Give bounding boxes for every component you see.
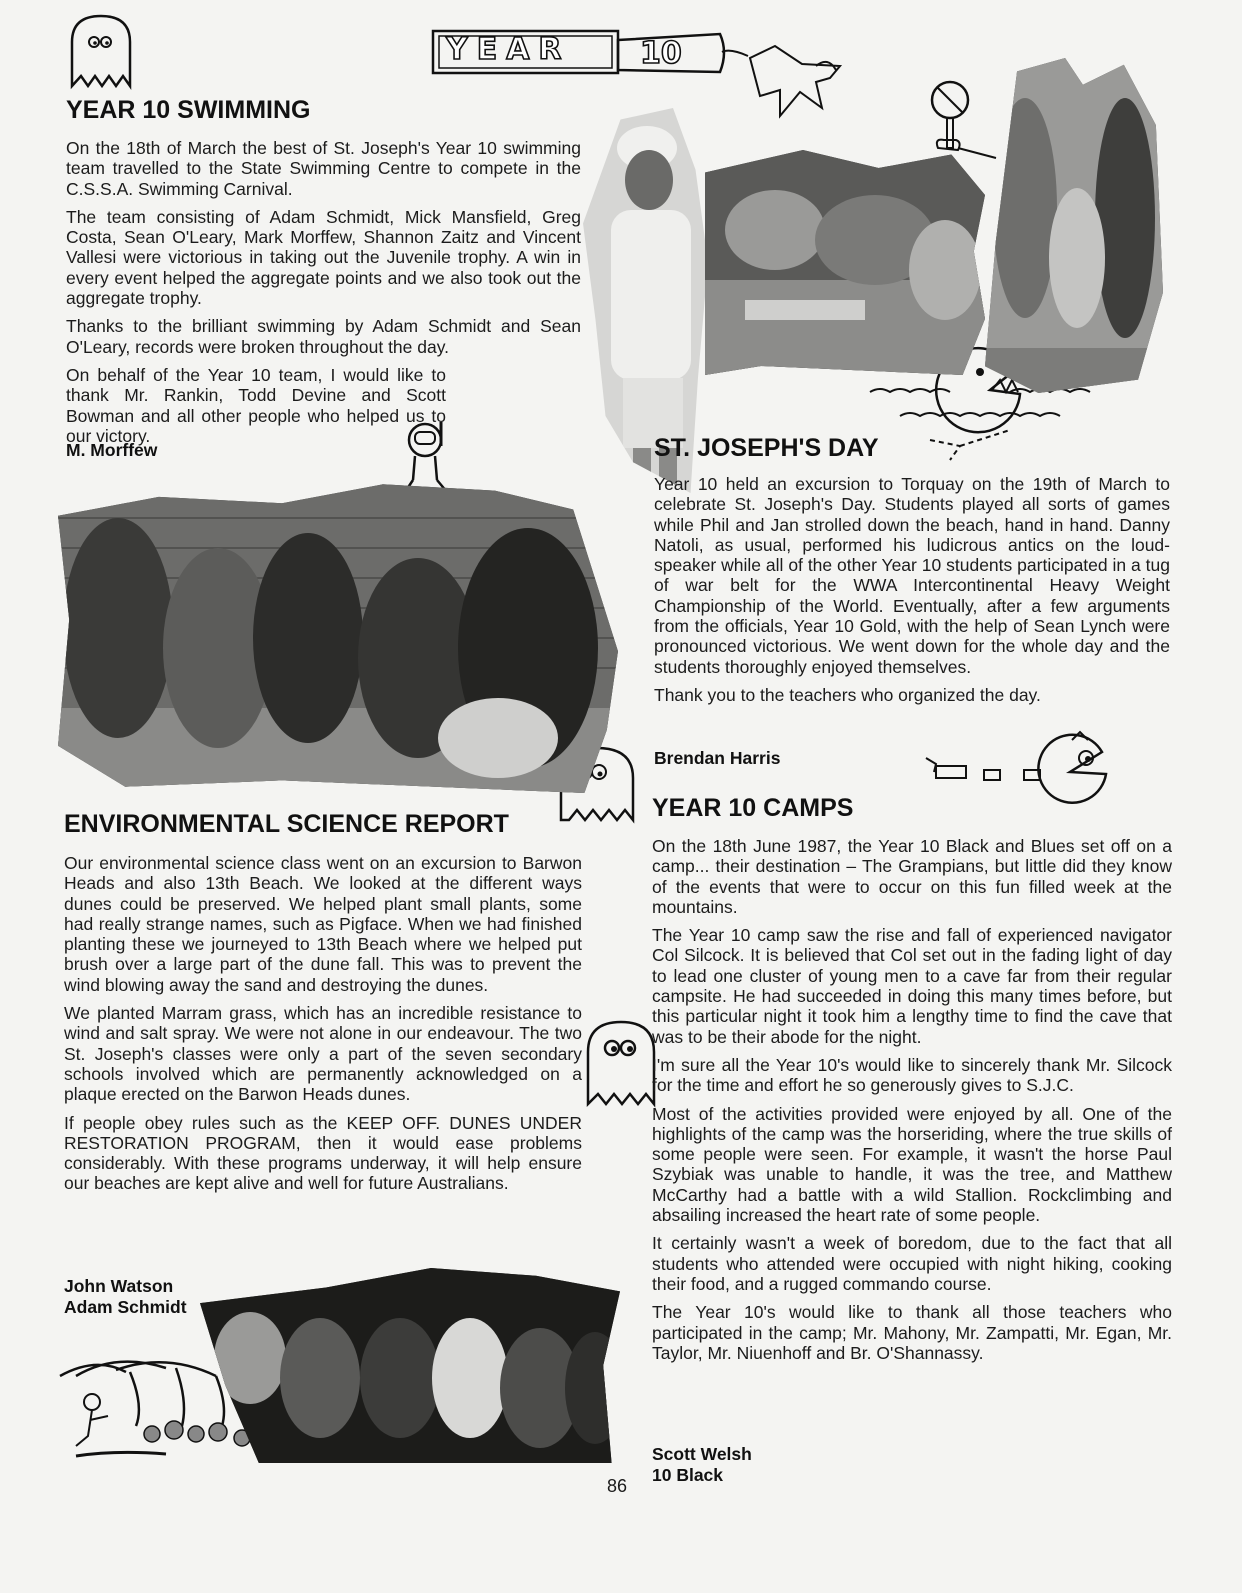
stjoseph-author: Brendan Harris [654, 748, 781, 768]
photo-beach-group-sitting [705, 150, 985, 375]
camps-paragraph: I'm sure all the Year 10's would like to sincerely thank Mr. Silcock for the time and effort he so generously gives to S.J.C. [652, 1054, 1172, 1096]
camps-paragraph: On the 18th June 1987, the Year 10 Black and Blues set off on a camp... their destination – The Grampians, but little did they know of the events that were to occur on this fun filled week at the mountains. [652, 836, 1172, 917]
envsci-author: Adam Schmidt [64, 1297, 187, 1317]
swimming-paragraph: On the 18th of March the best of St. Joseph's Year 10 swimming team travelled to the State Swimming Centre to compete in the C.S.S.A. Swimming Carnival. [66, 138, 581, 199]
banner-number: 10 [640, 36, 682, 71]
camps-title: YEAR 10 CAMPS [652, 794, 854, 822]
camps-paragraph: Most of the activities provided were enjoyed by all. One of the highlights of the camp was the horseriding, where the true skills of some people were seen. For example, it wasn't the horse Paul Szybiak was unable to handle, it was the tree, and Matthew McCarthy had a battle with a wild Stallion. Rockclimbing and absailing increased the heart rate of some people. [652, 1103, 1172, 1226]
stjoseph-paragraph: Thank you to the teachers who organized the day. [654, 684, 1041, 705]
camps-author: 10 Black [652, 1465, 724, 1485]
stjoseph-title: ST. JOSEPH'S DAY [654, 434, 879, 462]
camps-paragraph: It certainly wasn't a week of boredom, due to the fact that all students who attended were occupied with night hiking, cooking their food, and a rugged commando course. [652, 1233, 1172, 1294]
camps-author: Scott Welsh [652, 1444, 752, 1464]
swimming-paragraph: The team consisting of Adam Schmidt, Mick Mansfield, Greg Costa, Sean O'Leary, Mark Morffew, Shannon Zaitz and Vincent Vallesi were victorious in taking out the Juvenile trophy. A win in every event helped the aggregate points and we also took out the aggregate trophy. [66, 206, 581, 309]
camps-paragraph: The Year 10's would like to thank all those teachers who participated in the camp; Mr. Mahony, Mr. Zampatti, Mr. Egan, Mr. Taylor, Mr. Niuenhoff and Br. O'Shannassy. [652, 1302, 1172, 1363]
swimming-paragraph: Thanks to the brilliant swimming by Adam Schmidt and Sean O'Leary, records were broken throughout the day. [66, 316, 581, 357]
banner-word: YEAR [446, 32, 571, 67]
envsci-paragraph: Our environmental science class went on an excursion to Barwon Heads and also 13th Beach. We looked at the different ways dunes could be preserved. We helped plant small plants, some had really strange names, such as Pigface. When we had finished planting these we journeyed to 13th Beach where we helped put brush over a large part of the dune fall. This was to prevent the wind blowing away the sand and destroying the dunes. [64, 853, 582, 995]
photo-students-night-camp [200, 1268, 620, 1463]
envsci-body [64, 853, 582, 1202]
swimming-author: M. Morffew [66, 440, 158, 460]
envsci-paragraph: We planted Marram grass, which has an incredible resistance to wind and salt spray. We were not alone in our endeavour. The two St. Joseph's classes were only a part of the seven secondary schools involved which are permanently acknowledged on a plaque erected on the Barwon Heads dunes. [64, 1003, 582, 1105]
pacman-tnt-doodle [920, 728, 1120, 820]
camps-paragraph: The Year 10 camp saw the rise and fall of experienced navigator Col Silcock. It is believed that Col set out in the fading light of day to lead one cluster of young men to a cave far from their regular campsite. He had succeeded in doing this many times before, but this particular night it took him a lengthy time to find the cave that was to be their abode for the night. [652, 925, 1172, 1047]
envsci-title: ENVIRONMENTAL SCIENCE REPORT [64, 810, 509, 838]
swimming-paragraph: On behalf of the Year 10 team, I would like to thank Mr. Rankin, Todd Devine and Scott Bowman and all other people who helped us to our victory. [66, 364, 446, 446]
photo-students-brick-wall [58, 478, 618, 793]
envsci-paragraph: If people obey rules such as the KEEP OFF. DUNES UNDER RESTORATION PROGRAM, then it would ease problems considerably. With these programs underway, it will help ensure our beaches are kept alive and well for future Australians. [64, 1112, 582, 1194]
stjoseph-body [654, 474, 1170, 713]
ghost-doodle-lower [584, 1018, 658, 1110]
ghost-doodle-top-left [68, 12, 134, 92]
camps-body [652, 836, 1172, 1371]
swimming-title: YEAR 10 SWIMMING [66, 96, 311, 124]
photo-swimmers-standing [985, 58, 1163, 393]
envsci-author: John Watson [64, 1276, 174, 1296]
page-number: 86 [607, 1476, 628, 1496]
swimming-body [66, 138, 581, 454]
stjoseph-paragraph: Year 10 held an excursion to Torquay on the 19th of March to celebrate St. Joseph's Day. Students played all sorts of games while Phil and Jan strolled down the beach, hand in hand. Danny Natoli, as usual, performed his ludicrous antics on the loud-speaker while all of the other Year 10 students participated in a tug of war belt for the WWA Intercontinental Heavy Weight Championship of the World. Eventually, after a few arguments from the officials, Year 10 Gold, with the help of Sean Lynch were pronounced victorious. We went down for the whole day and the students thoroughly enjoyed themselves. [654, 474, 1170, 677]
